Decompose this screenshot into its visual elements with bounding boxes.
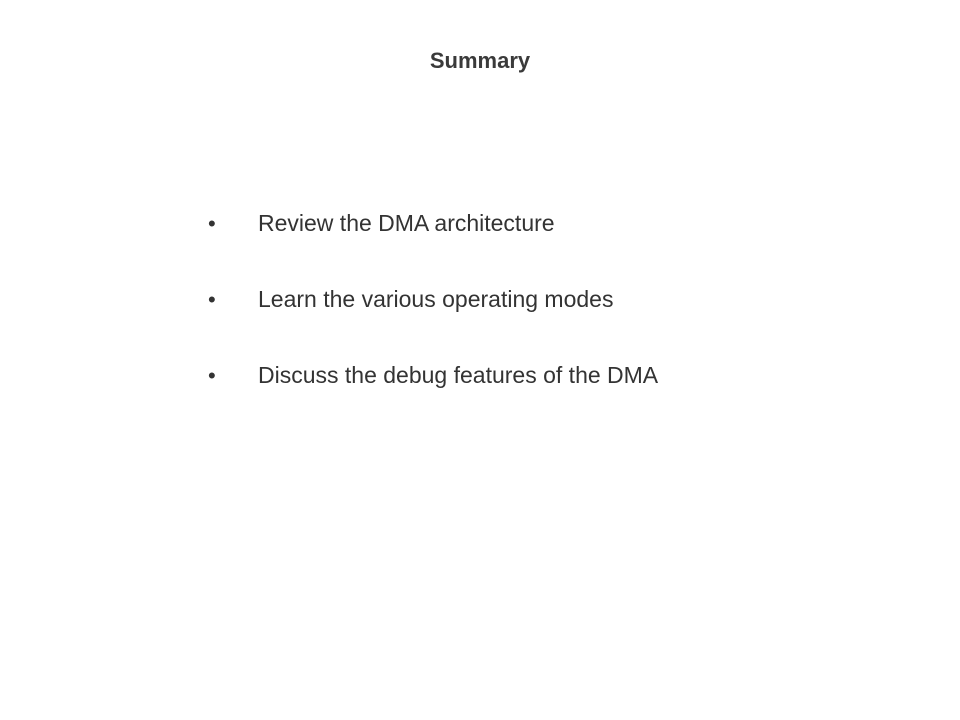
- bullet-icon: •: [208, 287, 216, 312]
- bullet-list: [208, 210, 658, 438]
- bullet-icon: •: [208, 211, 216, 236]
- bullet-text: Learn the various operating modes: [258, 286, 614, 312]
- bullet-item: [208, 286, 658, 362]
- bullet-text: Review the DMA architecture: [258, 210, 555, 236]
- bullet-item: [208, 362, 658, 438]
- bullet-icon: •: [208, 363, 216, 388]
- bullet-text: Discuss the debug features of the DMA: [258, 362, 659, 388]
- slide-title: Summary: [429, 48, 531, 73]
- bullet-item: [208, 210, 658, 286]
